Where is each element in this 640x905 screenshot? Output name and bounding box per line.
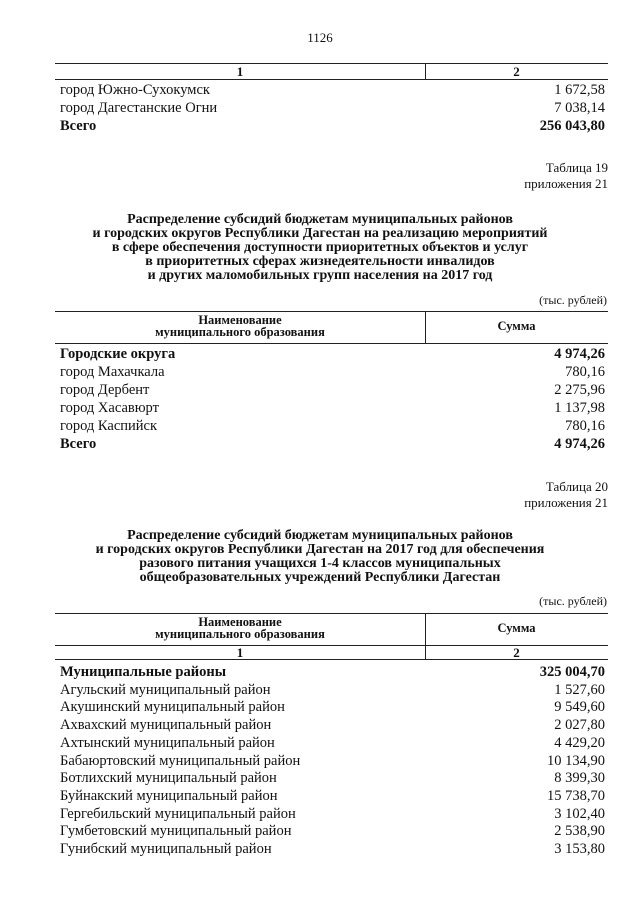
top-table-col2: 2 — [513, 64, 520, 79]
table-19-header-name — [55, 314, 425, 338]
table-20-title-line: Распределение субсидий бюджетам муниципальных районов — [127, 528, 513, 543]
table-20-title-line: разового питания учащихся 1-4 классов муниципальных — [139, 556, 501, 571]
row-value: 4 974,26 — [554, 436, 605, 452]
table-row — [60, 381, 605, 399]
row-name: Ахвахский муниципальный район — [60, 717, 272, 734]
row-value: 2 538,90 — [554, 823, 605, 840]
row-name: Гергебильский муниципальный район — [60, 805, 296, 822]
table-row — [60, 117, 605, 135]
row-value: 10 134,90 — [547, 752, 605, 769]
row-name: Ахтынский муниципальный район — [60, 734, 275, 751]
table-row — [60, 752, 605, 770]
table-19-header-sum: Сумма — [497, 319, 536, 333]
table-row — [60, 81, 605, 99]
row-value: 4 974,26 — [554, 346, 605, 362]
table-row — [60, 716, 605, 734]
row-value: 325 004,70 — [539, 664, 605, 680]
page-number: 1126 — [307, 30, 333, 45]
row-name: Буйнакский муниципальный район — [60, 787, 278, 804]
table-19-caption — [524, 160, 608, 192]
table-20-header-sum: Сумма — [497, 621, 536, 635]
row-value: 4 429,20 — [554, 734, 605, 751]
table-20-rule-top — [55, 613, 608, 614]
row-name: Гумбетовский муниципальный район — [60, 823, 292, 840]
row-name: город Дагестанские Огни — [60, 100, 218, 116]
table-19-units: (тыс. рублей) — [539, 293, 607, 307]
row-value: 15 738,70 — [547, 787, 605, 804]
header-name-line: муниципального образования — [155, 627, 325, 641]
row-value: 3 102,40 — [554, 805, 605, 822]
table-19-title-line: и городских округов Республики Дагестан на реализацию мероприятий — [92, 226, 548, 241]
row-name: город Южно-Сухокумск — [60, 82, 210, 98]
row-name: Гунибский муниципальный район — [60, 841, 272, 857]
row-value: 1 527,60 — [554, 681, 605, 698]
row-name: Акушинский муниципальный район — [60, 699, 285, 716]
row-value: 2 275,96 — [554, 382, 605, 398]
row-name: Всего — [60, 118, 97, 134]
row-name: Агульский муниципальный район — [60, 681, 271, 698]
row-name: Всего — [60, 436, 97, 452]
table-19-title-line: в сфере обеспечения доступности приоритетных объектов и услуг — [111, 240, 529, 255]
row-name: город Махачкала — [60, 364, 165, 380]
row-name: город Дербент — [60, 382, 150, 398]
table-row — [60, 787, 605, 805]
table-20-col1: 1 — [236, 645, 244, 660]
table-19-rule-header — [55, 343, 608, 344]
table-20-units: (тыс. рублей) — [539, 594, 607, 608]
row-value: 1 672,58 — [554, 82, 605, 98]
header-name-line: Наименование — [198, 313, 282, 327]
row-name: город Каспийск — [60, 418, 158, 434]
table-row — [60, 399, 605, 417]
table-20-header-name — [55, 616, 425, 640]
table-row — [60, 663, 605, 681]
table-19-title-line: Распределение субсидий бюджетам муниципальных районов — [127, 212, 513, 227]
table-row — [60, 840, 605, 858]
row-value: 780,16 — [565, 364, 605, 380]
table-20-title-line: общеобразовательных учреждений Республики Дагестан — [139, 570, 501, 585]
row-value: 2 027,80 — [554, 717, 605, 734]
table-20-title — [40, 529, 600, 585]
table-row — [60, 734, 605, 752]
row-name: Ботлихский муниципальный район — [60, 770, 277, 787]
row-value: 7 038,14 — [554, 100, 605, 116]
header-name-line: Наименование — [198, 615, 282, 629]
table-20-col2: 2 — [513, 645, 520, 660]
table-20-caption-number: Таблица 20 — [545, 479, 608, 494]
table-row — [60, 698, 605, 716]
header-name-line: муниципального образования — [155, 325, 325, 339]
table-20-title-line: и городских округов Республики Дагестан на 2017 год для обеспечения — [95, 542, 545, 557]
row-value: 780,16 — [565, 418, 605, 434]
row-value: 9 549,60 — [554, 699, 605, 716]
table-19-title — [40, 213, 600, 283]
table-19-title-line: в приоритетных сферах жизнедеятельности инвалидов — [145, 254, 495, 269]
table-row — [60, 822, 605, 840]
table-row — [60, 805, 605, 823]
table-row — [60, 345, 605, 363]
table-row — [60, 363, 605, 381]
table-19-caption-number: Таблица 19 — [545, 160, 608, 175]
table-19-caption-appendix: приложения 21 — [524, 176, 608, 191]
row-name: Городские округа — [60, 346, 176, 362]
row-name: Бабаюртовский муниципальный район — [60, 752, 301, 769]
row-value: 256 043,80 — [539, 118, 605, 134]
row-name: Муниципальные районы — [60, 664, 227, 680]
row-value: 1 137,98 — [554, 400, 605, 416]
table-19-rule-top — [55, 311, 608, 312]
row-value: 3 153,80 — [554, 841, 605, 857]
table-19-title-line: и других маломобильных групп населения на 2017 год — [147, 268, 493, 283]
table-20-caption — [524, 479, 608, 511]
table-row — [60, 417, 605, 435]
top-table-col1: 1 — [236, 64, 244, 79]
table-row — [60, 769, 605, 787]
table-row — [60, 99, 605, 117]
row-value: 8 399,30 — [554, 770, 605, 787]
table-20-caption-appendix: приложения 21 — [524, 495, 608, 510]
table-row — [60, 435, 605, 453]
row-name: город Хасавюрт — [60, 400, 159, 416]
table-row — [60, 681, 605, 699]
